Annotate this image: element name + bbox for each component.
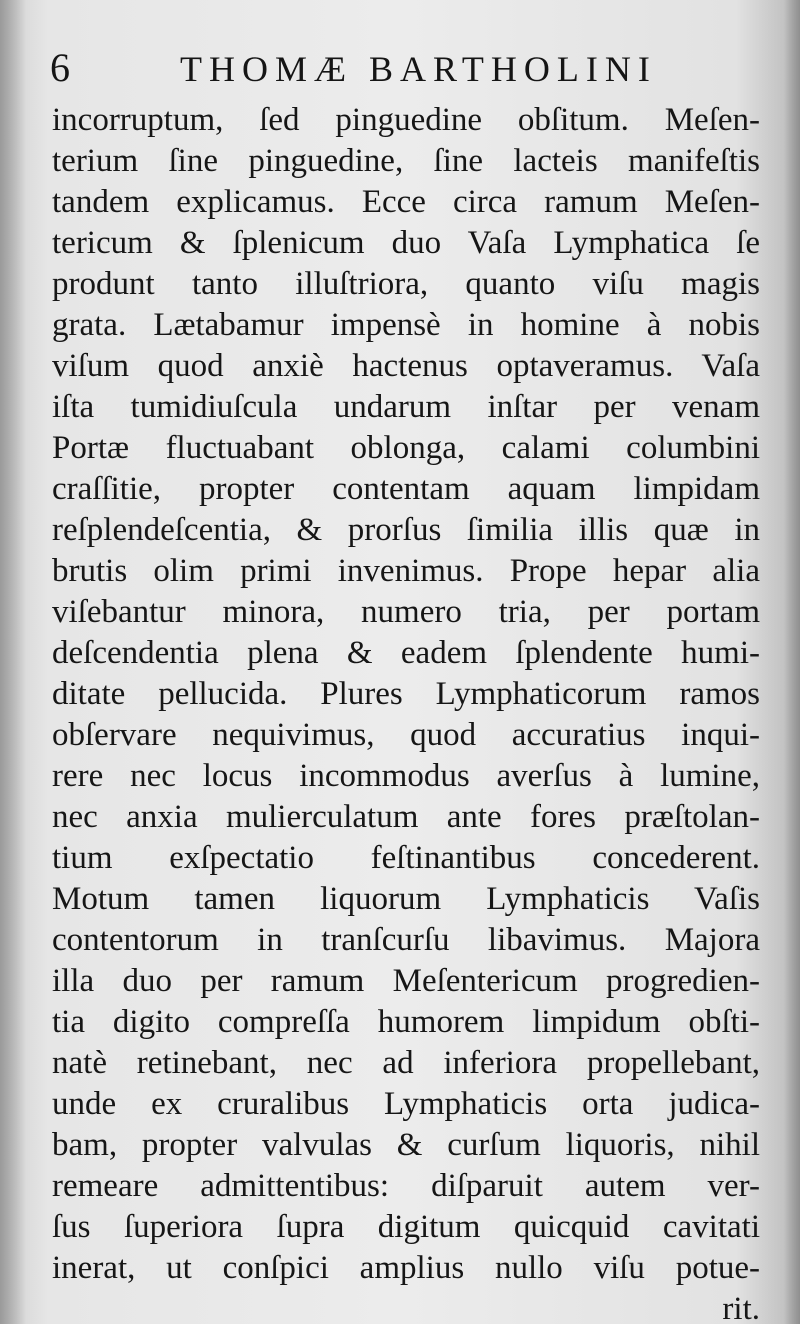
text-line: iſta tumidiuſcula undarum inſtar per venam: [52, 389, 760, 425]
text-line: terium ſine pinguedine, ſine lacteis manifeſtis: [52, 143, 760, 179]
text-line: incorruptum, ſed pinguedine obſitum. Meſen-: [52, 102, 760, 138]
text-line: ſus ſuperiora ſupra digitum quicquid cavitati: [52, 1209, 760, 1245]
text-line: grata. Lætabamur impensè in homine à nobis: [52, 307, 760, 343]
text-line: craſſitie, propter contentam aquam limpidam: [52, 471, 760, 507]
body-text: [52, 100, 760, 1324]
text-line: natè retinebant, nec ad inferiora propellebant,: [52, 1045, 760, 1081]
text-line: tia digito compreſſa humorem limpidum obſti-: [52, 1004, 760, 1040]
text-line-final: rit.: [722, 1291, 760, 1324]
text-line: viſebantur minora, numero tria, per portam: [52, 594, 760, 630]
text-line: ditate pellucida. Plures Lymphaticorum ramos: [52, 676, 760, 712]
running-title: THOMÆ BARTHOLINI: [180, 49, 657, 89]
text-line: rere nec locus incommodus averſus à lumine,: [52, 758, 760, 794]
text-line: viſum quod anxiè hactenus optaveramus. Vaſa: [52, 348, 760, 384]
text-line: produnt tanto illuſtriora, quanto viſu magis: [52, 266, 760, 302]
text-line: remeare admittentibus: diſparuit autem ver-: [52, 1168, 760, 1204]
text-line: brutis olim primi invenimus. Prope hepar alia: [52, 553, 760, 589]
text-line: Portæ fluctuabant oblonga, calami columbini: [52, 430, 760, 466]
text-line: illa duo per ramum Meſentericum progredien-: [52, 963, 760, 999]
text-line: bam, propter valvulas & curſum liquoris, nihil: [52, 1127, 760, 1163]
text-line: unde ex cruralibus Lymphaticis orta judica-: [52, 1086, 760, 1122]
text-line: reſplendeſcentia, & prorſus ſimilia illis quæ in: [52, 512, 760, 548]
text-line: contentorum in tranſcurſu libavimus. Majora: [52, 922, 760, 958]
text-line: tandem explicamus. Ecce circa ramum Meſen-: [52, 184, 760, 220]
text-line: Motum tamen liquorum Lymphaticis Vaſis: [52, 881, 760, 917]
page-number: 6: [50, 45, 70, 90]
text-line: tericum & ſplenicum duo Vaſa Lymphatica ſe: [52, 225, 760, 261]
text-line: deſcendentia plena & eadem ſplendente humi-: [52, 635, 760, 671]
text-line: tium exſpectatio feſtinantibus concederent.: [52, 840, 760, 876]
text-line: obſervare nequivimus, quod accuratius inqui-: [52, 717, 760, 753]
gutter-shadow: [0, 0, 26, 1324]
page-edge: [784, 0, 800, 1324]
text-line: nec anxia mulierculatum ante fores præſtolan-: [52, 799, 760, 835]
text-line: inerat, ut conſpici amplius nullo viſu potue-: [52, 1250, 760, 1286]
running-head: [44, 40, 744, 96]
